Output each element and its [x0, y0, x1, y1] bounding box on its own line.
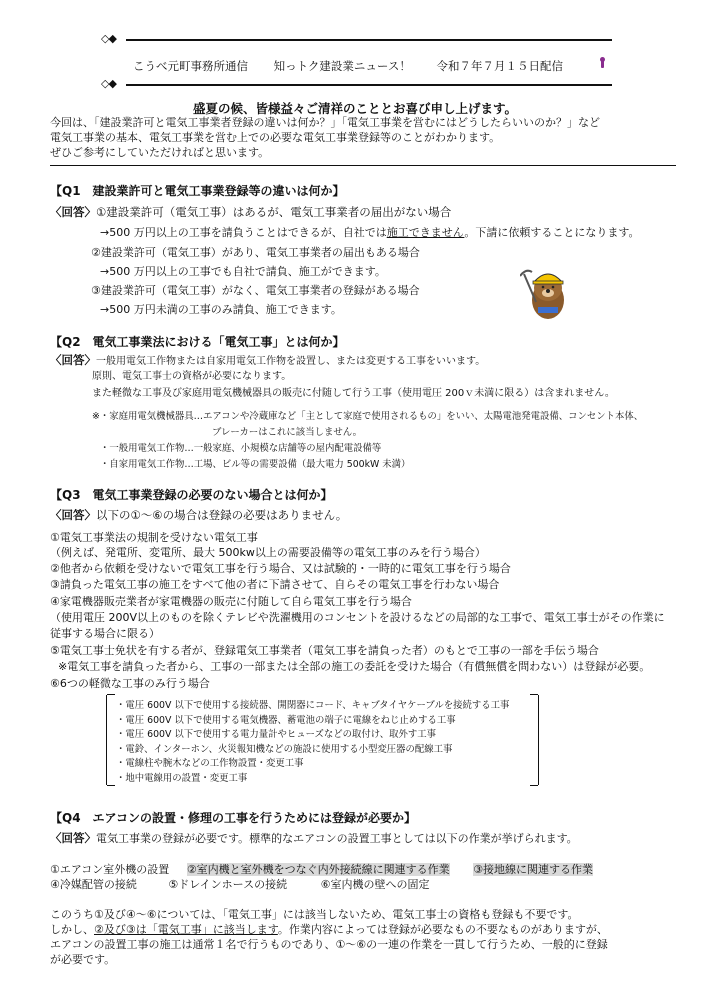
work-3: ③接地線に関連する作業	[473, 863, 594, 876]
q4-title: 【Q4 エアコンの設置・修理の工事を行うためには登録が必要か】	[50, 811, 416, 825]
q3-item-1: ①電気工事業法の規制を受けない電気工事	[50, 531, 258, 544]
header-diamonds-bottom: ◇◆	[101, 77, 116, 90]
work-6: ⑥室内機の壁への固定	[320, 878, 430, 891]
section-divider	[50, 165, 676, 166]
q4-work-row-2	[50, 877, 430, 894]
q3-title: 【Q3 電気工事業登録の必要のない場合とは何か】	[50, 488, 333, 502]
intro-line-1: 今回は、「建設業許可と電気工事業者登録の違いは何か？」「電気工事業を営むにはどうしたらいいのか？」など	[50, 116, 600, 129]
q4-paragraph-4: が必要です。	[50, 953, 116, 966]
list-item: ・電線柱や腕木などの工作物設置・変更工事	[116, 758, 304, 770]
work-2: ②室内機と室外機をつなぐ内外接続線に関連する作業	[186, 863, 450, 876]
greeting: 盛夏の候、皆様益々ご清祥のこととお喜び申し上げます。	[192, 101, 517, 116]
newsletter-header	[133, 58, 563, 75]
q3-item-4: ④家電機器販売業者が家電機器の販売に付随して自ら電気工事を行う場合	[50, 595, 412, 608]
list-item: ・電圧 600V 以下で使用する接続器、開閉器にコード、キャブタイヤケーブルを接続する工事	[116, 700, 510, 711]
work-5: ⑤ドレインホースの接続	[168, 878, 288, 891]
q3-item-4c: 従事する場合に限る）	[50, 627, 160, 640]
intro-line-3: ぜひご参考にしていただければと思います。	[50, 146, 270, 159]
q4-paragraph-1: このうち①及び④～⑥については、「電気工事」には該当しないため、電気工事士の資格も登録も不要です。	[50, 908, 579, 921]
q4-answer: 〈回答〉電気工事業の登録が必要です。標準的なエアコンの設置工事としては以下の作業が挙げられます。	[50, 831, 578, 845]
q3-intro: 〈回答〉以下の①～⑥の場合は登録の必要はありません。	[50, 508, 348, 522]
answer-label: 〈回答〉	[50, 205, 96, 219]
issue-date: 令和７年７月１５日配信	[436, 59, 564, 73]
q1-case-2: ②建設業許可（電気工事）があり、電気工事業者の届出もある場合	[91, 246, 420, 259]
q3-item-5b: ※電気工事を請負った者から、工事の一部または全部の施工の委託を受けた場合（有償無償を問わない）は登録が必要。	[58, 660, 651, 673]
q2-note-2: ・一般用電気工作物…一般家庭、小規模な店舗等の屋内配電設備等	[100, 443, 382, 454]
q1-case-2-result: →500 万円以上の工事でも自社で請負、施工ができます。	[100, 265, 386, 278]
answer-label: 〈回答〉	[50, 353, 96, 367]
q1-title: 【Q1 建設業許可と電気工事業登録等の違いは何か】	[50, 184, 345, 198]
q2-note-1b: ブレーカーはこれに該当しません。	[212, 427, 363, 438]
header-rule-top	[126, 39, 612, 41]
office-name: こうべ元町事務所通信	[133, 59, 248, 73]
work-1: ①エアコン室外機の設置	[50, 863, 170, 876]
answer-label: 〈回答〉	[50, 831, 96, 845]
work-4: ④冷媒配管の接続	[50, 878, 137, 891]
construction-mascot-icon	[520, 262, 570, 320]
q3-item-4b: （使用電圧 200V以上のものを除くテレビや洗濯機用のコンセントを設けるなどの局部的な工事で、電気工事士がその作業に	[50, 611, 665, 624]
q3-item-3: ③請負った電気工事の施工をすべて他の者に下請させて、自らその電気工事を行わない場合	[50, 578, 500, 591]
q1-case-1-result: →500 万円以上の工事を請負うことはできるが、自社では施工できません。下請に依頼することになります。	[100, 226, 640, 239]
q2-title: 【Q2 電気工事業法における「電気工事」とは何か】	[50, 335, 345, 349]
intro-line-2: 電気工事業の基本、電気工事業を営む上での必要な電気工事業登録等のことがわかります。	[50, 131, 501, 144]
pin-icon	[601, 60, 604, 68]
header-rule-bottom	[126, 84, 612, 86]
list-item: ・電圧 600V 以下で使用する電力量計やヒューズなどの取付け、取外す工事	[116, 729, 437, 741]
minor-works-list	[116, 699, 509, 787]
q4-paragraph-2: しかし、②及び③は「電気工事」に該当します。作業内容によっては登録が必要なもの不要なものがありますが、	[50, 923, 608, 936]
list-item: ・電鈴、インターホン、火災報知機などの施設に使用する小型変圧器の配線工事	[116, 743, 453, 755]
q4-paragraph-3: エアコンの設置工事の施工は通常１名で行うものであり、①～⑥の一連の作業を一貫して行うため、一般的に登録	[50, 938, 608, 951]
q1-answer	[50, 204, 451, 221]
header-diamonds-top: ◇◆	[101, 32, 116, 45]
q1-case-3: ③建設業許可（電気工事）がなく、電気工事業者の登録がある場合	[91, 284, 420, 297]
q1-case-3-result: →500 万円未満の工事のみ請負、施工できます。	[100, 303, 342, 316]
list-item: ・電圧 600V 以下で使用する電気機器、蓄電池の端子に電線をねじ止めする工事	[116, 714, 456, 726]
q3-item-2: ②他者から依頼を受けないで電気工事を行う場合、又は試験的・一時的に電気工事を行う場合	[50, 562, 511, 575]
q3-item-6: ⑥6つの軽微な工事のみ行う場合	[50, 677, 210, 690]
q1-case-1: ①建設業許可（電気工事）はあるが、電気工事業者の届出がない場合	[96, 205, 452, 219]
newsletter-name: 知っトク建設業ニュース！	[273, 59, 411, 73]
q3-item-1b: （例えば、発電所、変電所、最大 500kw以上の需要設備等の電気工事のみを行う場合）	[50, 546, 486, 559]
q2-answer-2: 原則、電気工事士の資格が必要になります。	[92, 371, 292, 382]
list-item: ・地中電線用の設置・変更工事	[116, 772, 248, 784]
q2-note-1: ※・家庭用電気機械器具…エアコンや冷蔵庫など「主として家庭で使用されるもの」をいい、太陽電池発電設備、コンセント本体、	[92, 411, 644, 422]
q2-answer-3: また軽微な工事及び家庭用電気機械器具の販売に付随して行う工事（使用電圧 200ｖ未満に限る）は含まれません。	[92, 388, 615, 399]
q3-item-5: ⑤電気工事士免状を有する者が、登録電気工事業者（電気工事を請負った者）のもとで工事の一部を手伝う場合	[50, 644, 599, 657]
q2-answer-1: 〈回答〉一般用電気工作物または自家用電気工作物を設置し、または変更する工事をいいます。	[50, 353, 486, 367]
answer-label: 〈回答〉	[50, 508, 96, 522]
q2-note-3: ・自家用電気工作物…工場、ビル等の需要設備（最大電力 500kW 未満）	[100, 459, 411, 470]
